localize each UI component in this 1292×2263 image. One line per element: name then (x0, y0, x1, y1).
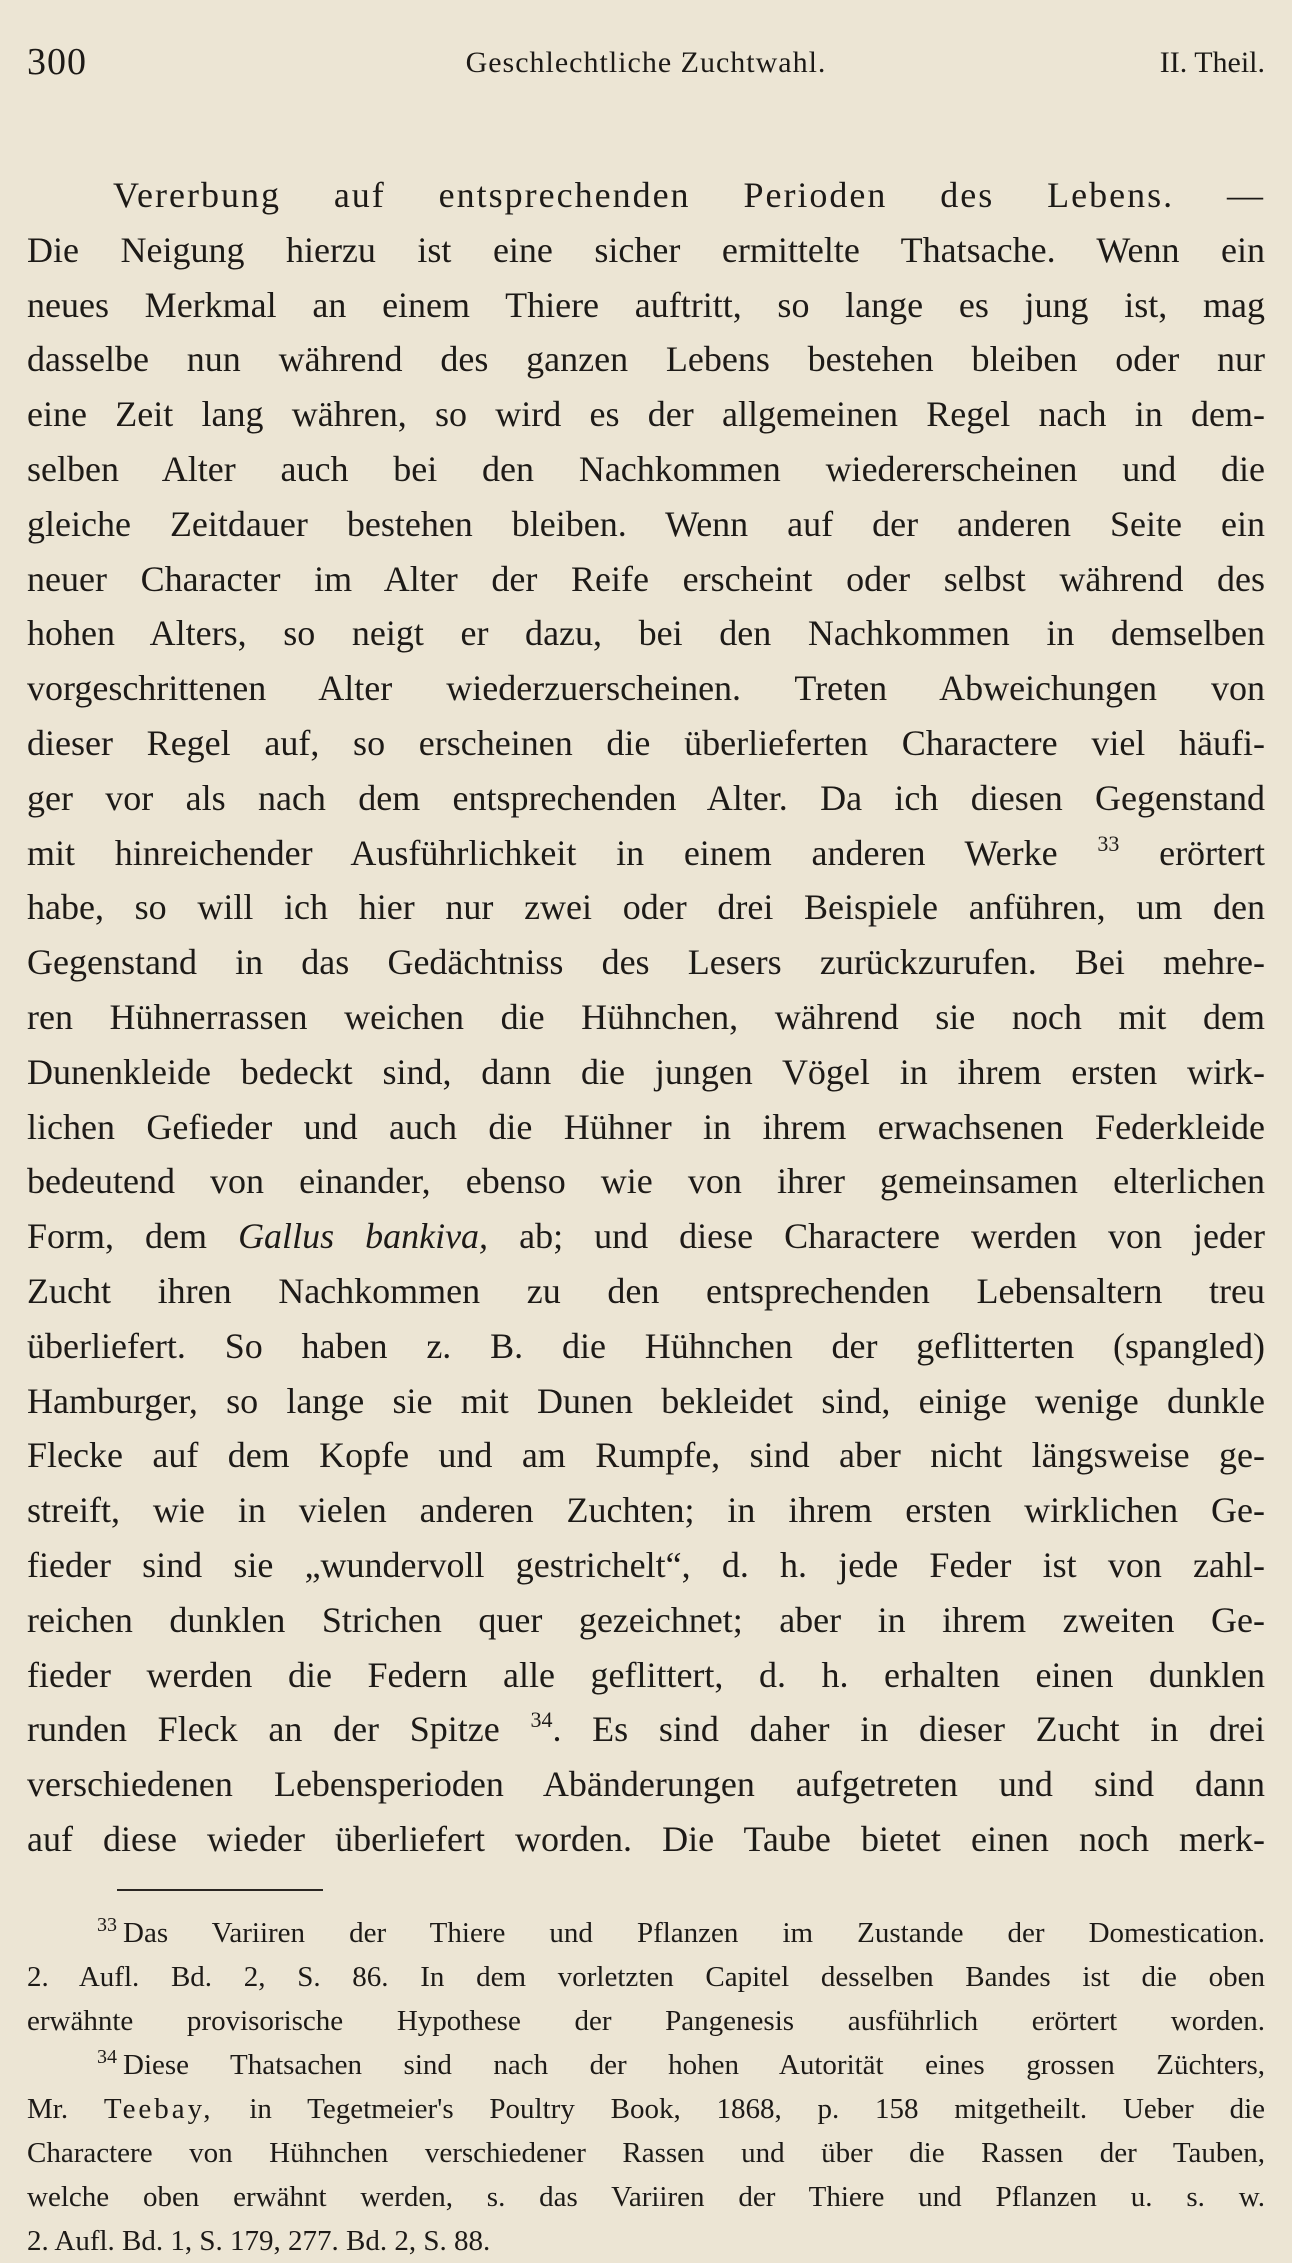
main-text (27, 168, 1265, 1867)
text-line: Gegenstand in das Gedächtniss des Lesers zurückzurufen. Bei mehre- (27, 942, 1265, 983)
footnotes (27, 1911, 1265, 2263)
text-line: reichen dunklen Strichen quer gezeichnet; aber in ihrem zweiten Ge- (27, 1599, 1265, 1640)
text-line-with-ref-33 (27, 826, 1265, 881)
text-line: Die Neigung hierzu ist eine sicher ermittelte Thatsache. Wenn ein (27, 229, 1265, 270)
text-line: überliefert. So haben z. B. die Hühnchen der geflitterten (spangled) (27, 1325, 1265, 1366)
footnote-text: Diese Thatsachen sind nach der hohen Autorität eines grossen Züchters, (123, 2048, 1265, 2081)
text-fragment: ab; und diese Charactere werden von jeder (519, 1216, 1265, 1257)
footnote-text: Mr. (27, 2092, 69, 2125)
text-fragment: Form, dem (27, 1216, 208, 1257)
footnote-34-line (27, 2043, 1265, 2087)
footnote-34-line: Charactere von Hühnchen verschiedener Rassen und über die Rassen der Tauben, (27, 2136, 1265, 2169)
text-line: auf diese wieder überliefert worden. Die Taube bietet einen noch merk- (27, 1818, 1265, 1859)
species-name: Gallus bankiva, (238, 1216, 489, 1257)
text-line-with-ref-34 (27, 1702, 1265, 1757)
text-line: dasselbe nun während des ganzen Lebens bestehen bleiben oder nur (27, 339, 1265, 380)
text-line: fieder sind sie „wundervoll gestrichelt“, d. h. jede Feder ist von zahl- (27, 1544, 1265, 1585)
text-line: Vererbung auf entsprechenden Perioden des Lebens. — (113, 175, 1265, 215)
page-number: 300 (27, 41, 87, 83)
text-fragment: . Es sind daher in dieser Zucht in drei (552, 1709, 1266, 1750)
text-line: neues Merkmal an einem Thiere auftritt, so lange es jung ist, mag (27, 284, 1265, 325)
text-fragment: erörtert (1159, 832, 1266, 873)
footnote-text: Das Variiren der Thiere und Pflanzen im Zustande der Domestication. (123, 1916, 1265, 1949)
text-fragment: mit hinreichender Ausführlichkeit in einem anderen Werke (27, 832, 1058, 873)
text-line: selben Alter auch bei den Nachkommen wiedererscheinen und die (27, 448, 1265, 489)
text-line: Zucht ihren Nachkommen zu den entsprechenden Lebensaltern treu (27, 1270, 1265, 1311)
footnote-34-mark: 34 (97, 2045, 117, 2068)
footnote-text: in Tegetmeier's Poultry Book, 1868, p. 158 mitgetheilt. Ueber die (249, 2092, 1266, 2125)
footnote-34-line (27, 2087, 1265, 2131)
footnote-33-mark: 33 (97, 1913, 117, 1936)
footnote-34-line: welche oben erwähnt werden, s. das Variiren der Thiere und Pflanzen u. s. w. (27, 2180, 1265, 2213)
text-line: fieder werden die Federn alle geflittert, d. h. erhalten einen dunklen (27, 1654, 1265, 1695)
footnote-34-line: 2. Aufl. Bd. 1, S. 179, 277. Bd. 2, S. 88. (27, 2224, 491, 2257)
page-header (27, 40, 1265, 100)
text-line: Hamburger, so lange sie mit Dunen bekleidet sind, einige wenige dunkle (27, 1380, 1265, 1421)
text-line: neuer Character im Alter der Reife erscheint oder selbst während des (27, 558, 1265, 599)
text-line: habe, so will ich hier nur zwei oder drei Beispiele anführen, um den (27, 887, 1265, 928)
text-line: hohen Alters, so neigt er dazu, bei den Nachkommen in demselben (27, 613, 1265, 654)
text-line: Flecke auf dem Kopfe und am Rumpfe, sind aber nicht längsweise ge- (27, 1435, 1265, 1476)
text-line: dieser Regel auf, so erscheinen die überlieferten Charactere viel häufi- (27, 722, 1265, 763)
footnote-33-line: erwähnte provisorische Hypothese der Pangenesis ausführlich erörtert worden. (27, 2004, 1265, 2037)
footnote-ref-33[interactable]: 33 (1097, 830, 1120, 856)
text-fragment: runden Fleck an der Spitze (27, 1709, 500, 1750)
footnote-33-line (27, 1911, 1265, 1955)
text-line: ren Hühnerrassen weichen die Hühnchen, während sie noch mit dem (27, 996, 1265, 1037)
running-title: Geschlechtliche Zuchtwahl. (465, 46, 827, 79)
author-name: Teebay, (103, 2092, 214, 2125)
text-line: lichen Gefieder und auch die Hühner in ihrem erwachsenen Federkleide (27, 1106, 1265, 1147)
footnote-divider (117, 1889, 323, 1891)
text-line: verschiedenen Lebensperioden Abänderungen aufgetreten und sind dann (27, 1764, 1265, 1805)
text-line-with-italic (27, 1209, 1265, 1264)
footnote-33-line: 2. Aufl. Bd. 2, S. 86. In dem vorletzten Capitel desselben Bandes ist die oben (27, 1960, 1265, 1993)
text-line: bedeutend von einander, ebenso wie von ihrer gemeinsamen elterlichen (27, 1161, 1265, 1202)
text-line: eine Zeit lang währen, so wird es der allgemeinen Regel nach in dem- (27, 394, 1265, 435)
text-line: vorgeschrittenen Alter wiederzuerscheinen. Treten Abweichungen von (27, 668, 1265, 709)
text-line: streift, wie in vielen anderen Zuchten; in ihrem ersten wirklichen Ge- (27, 1490, 1265, 1531)
text-line: Dunenkleide bedeckt sind, dann die jungen Vögel in ihrem ersten wirk- (27, 1051, 1265, 1092)
part-label: II. Theil. (1159, 46, 1265, 79)
footnote-ref-34[interactable]: 34 (530, 1707, 553, 1733)
text-line: ger vor als nach dem entsprechenden Alter. Da ich diesen Gegenstand (27, 777, 1265, 818)
text-line: gleiche Zeitdauer bestehen bleiben. Wenn auf der anderen Seite ein (27, 503, 1265, 544)
